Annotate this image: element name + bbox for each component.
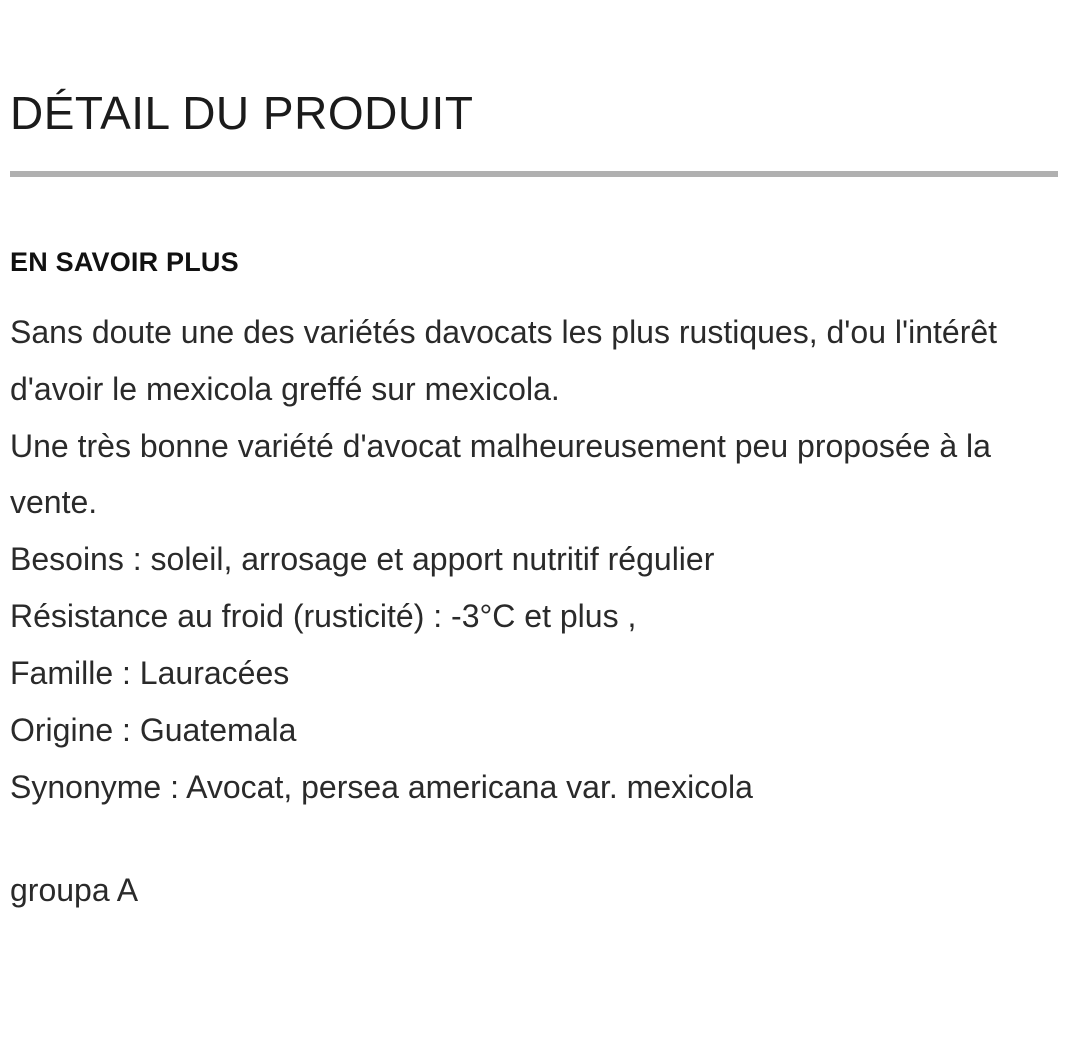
product-description xyxy=(10,304,1060,920)
detail-line-origine: Origine : Guatemala xyxy=(10,712,297,749)
detail-line-synonyme: Synonyme : Avocat, persea americana var. mexicola xyxy=(10,769,753,806)
title-divider xyxy=(10,171,1058,177)
description-paragraph-2: Une très bonne variété d'avocat malheureusement peu proposée à la vente. xyxy=(10,427,991,521)
description-paragraph-1: Sans doute une des variétés davocats les plus rustiques, d'ou l'intérêt d'avoir le mexicola greffé sur mexicola. xyxy=(10,313,998,407)
page-title: DÉTAIL DU PRODUIT xyxy=(10,87,474,139)
detail-line-resistance-froid: Résistance au froid (rusticité) : -3°C et plus , xyxy=(10,598,637,635)
detail-line-famille: Famille : Lauracées xyxy=(10,655,290,692)
paragraph-spacer xyxy=(10,816,1060,862)
detail-line-besoins: Besoins : soleil, arrosage et apport nutritif régulier xyxy=(10,541,715,578)
section-heading-learn-more: EN SAVOIR PLUS xyxy=(10,246,239,277)
footer-note-group: groupa A xyxy=(10,872,139,909)
